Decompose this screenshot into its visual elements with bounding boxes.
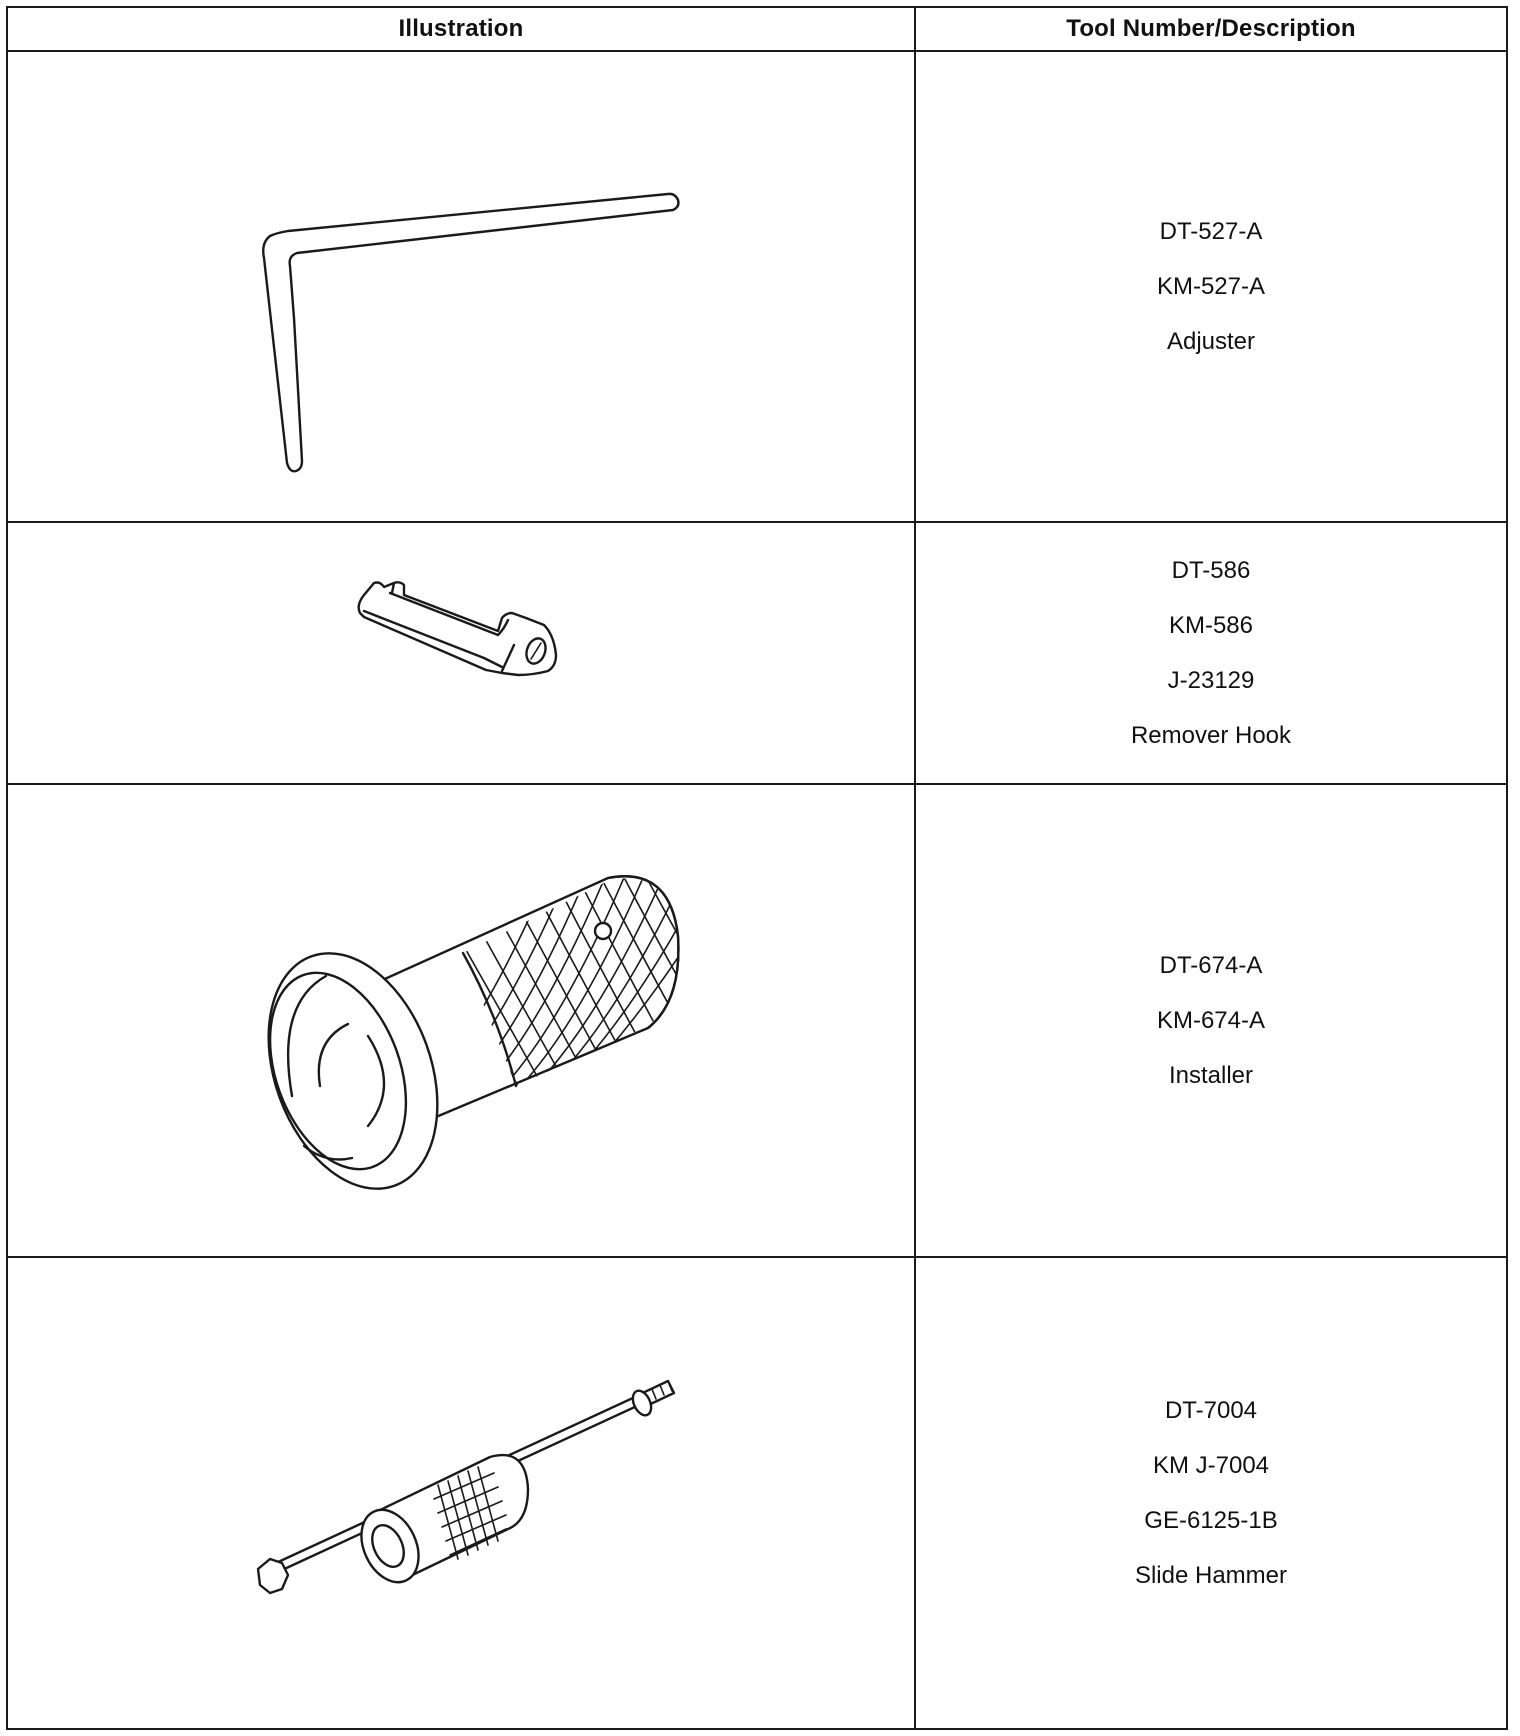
header-illustration: Illustration xyxy=(7,7,915,51)
header-row xyxy=(7,7,1507,51)
tool-number: KM-527-A xyxy=(1156,272,1266,300)
knurled-installer-tool-icon xyxy=(8,786,916,1256)
illustration-cell xyxy=(7,51,915,522)
tool-description-cell xyxy=(915,1257,1507,1729)
tool-description: Slide Hammer xyxy=(1134,1561,1288,1589)
tool-number: KM-674-A xyxy=(1156,1006,1266,1034)
tool-number: DT-7004 xyxy=(1164,1396,1258,1424)
adjuster-rod-outline xyxy=(263,193,678,470)
table-row xyxy=(7,522,1507,784)
illustration-cell xyxy=(7,1257,915,1729)
special-tools-table xyxy=(6,6,1508,1730)
tool-description-cell xyxy=(915,51,1507,522)
table-row xyxy=(7,784,1507,1257)
tool-number: GE-6125-1B xyxy=(1144,1506,1278,1534)
tool-number: DT-527-A xyxy=(1159,217,1263,245)
tool-number: KM J-7004 xyxy=(1152,1451,1270,1479)
hook-body-outline xyxy=(359,582,556,675)
tool-description-cell xyxy=(915,784,1507,1257)
l-shaped-adjuster-tool-icon xyxy=(8,53,916,521)
table-row xyxy=(7,1257,1507,1729)
tool-number: DT-674-A xyxy=(1159,951,1263,979)
illustration-cell xyxy=(7,784,915,1257)
illustration-cell xyxy=(7,522,915,784)
remover-hook-tool-icon xyxy=(8,523,916,783)
tool-description: Installer xyxy=(1168,1061,1254,1089)
tool-description: Adjuster xyxy=(1166,327,1256,355)
slide-hammer-tool-icon xyxy=(8,1259,916,1727)
table-row xyxy=(7,51,1507,522)
tool-number: DT-586 xyxy=(1171,556,1251,584)
tool-number: KM-586 xyxy=(1168,611,1254,639)
tool-description-cell xyxy=(915,522,1507,784)
tool-number: J-23129 xyxy=(1167,666,1255,694)
tool-description: Remover Hook xyxy=(1130,721,1292,749)
header-tool-number-description: Tool Number/Description xyxy=(915,7,1507,51)
